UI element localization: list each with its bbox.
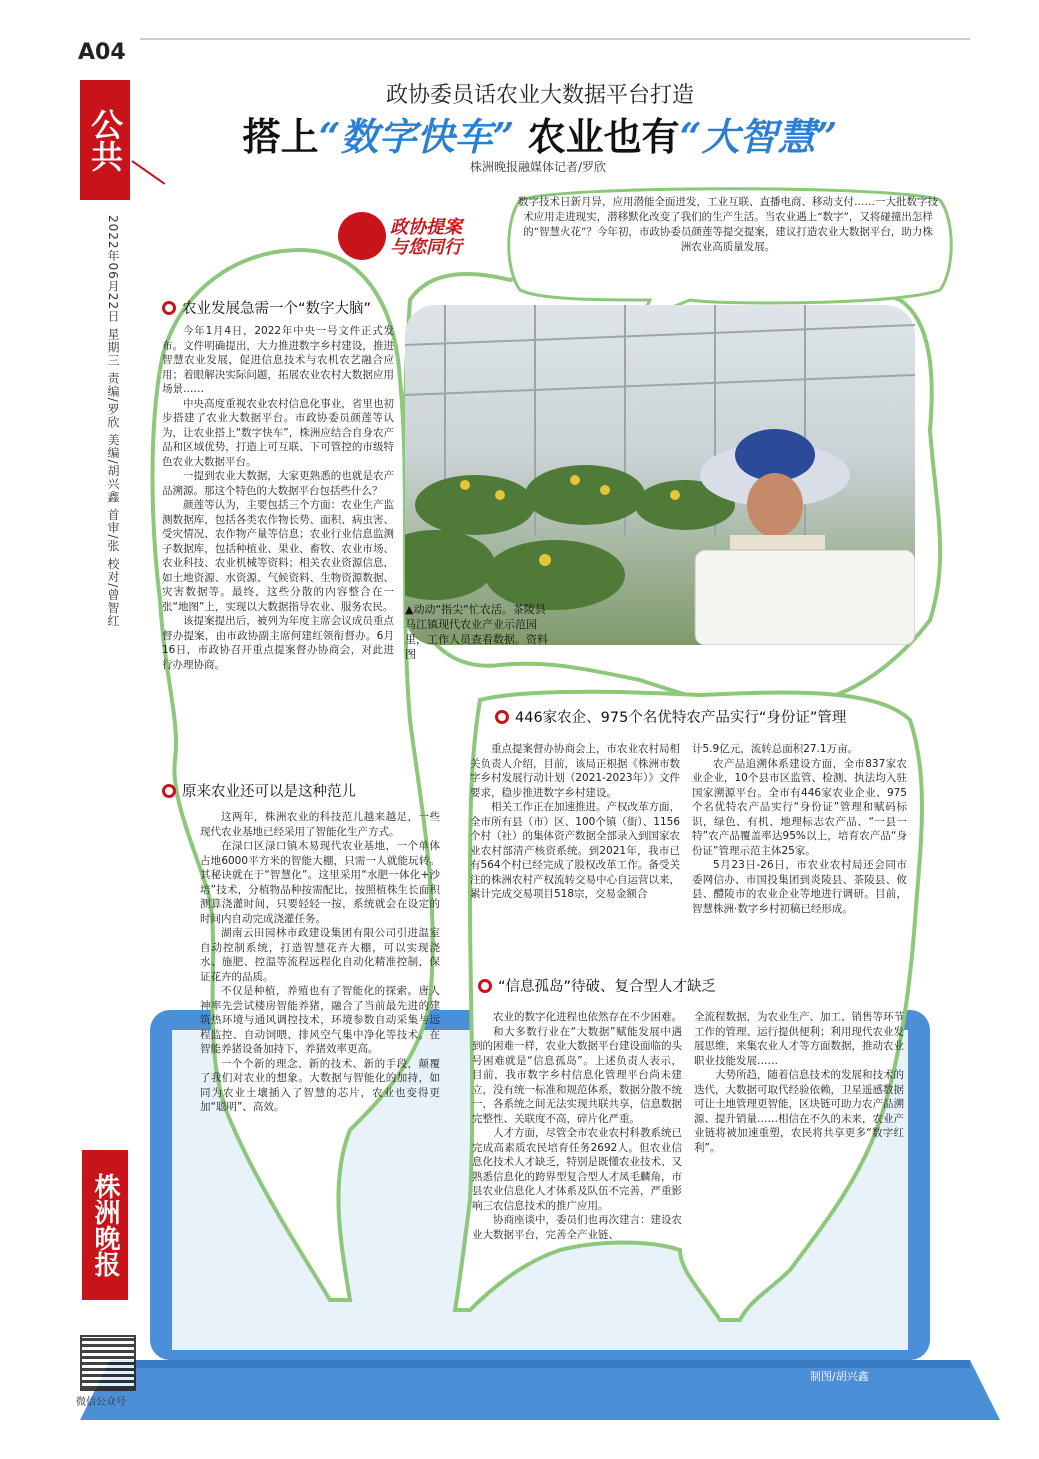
section-1-title: 农业发展急需一个“数字大脑” xyxy=(182,301,372,317)
paragraph: 一个个新的理念、新的技术、新的手段，颠覆了我们对农业的想象。大数据与智能化的加持，如同为农业土壤插入了智慧的芯片，农业也变得更加“聪明”、高效。 xyxy=(200,1057,440,1113)
qr-label: 微信公众号 xyxy=(76,1397,126,1408)
section-3-heading xyxy=(495,706,915,727)
section-3-body-left xyxy=(470,742,680,902)
section-4 xyxy=(478,975,898,996)
section-2-title: 原来农业还可以是这种范儿 xyxy=(182,784,356,800)
section-label: 公共 xyxy=(80,80,130,200)
section-3 xyxy=(495,706,915,727)
paragraph: 农产品追溯体系建设方面，全市837家农业企业，10个县市区监管、检测、执法均入驻国家溯源平台。全市有446家农业企业、975个名优特农产品实行“身份证”管理和赋码标识，绿色、有机、地理标志农产品、“一县一特”农产品覆盖率达95%以上，培育农产品“身份证”管理示范主体25家。 xyxy=(692,757,907,857)
paragraph: 在渌口区渌口镇木易现代农业基地，一个单体占地6000平方米的智能大棚，只需一人就能玩转。其秘诀就在于“智慧化”。这里采用“水肥一体化+沙培”技术，分植物品种按需配比，按照植株生长面积测算浇灌时间，只要轻轻一按，系统就会在设定的时间内自动完成浇灌任务。 xyxy=(200,840,440,925)
section-1-heading xyxy=(162,297,402,318)
paragraph: 协商座谈中，委员们也再次建言：建设农业大数据平台，完善全产业链、 xyxy=(472,1214,682,1241)
paragraph: 该提案提出后，被列为年度主席会议成员重点督办提案，由市政协副主席何建红领衔督办。6月16日，市政协召开重点提案督办协商会，对此进行办理协商。 xyxy=(162,615,394,671)
headline-part1: 搭上 xyxy=(242,114,319,159)
headline-part2: 农业也有 xyxy=(514,114,680,159)
bullet-icon xyxy=(495,710,509,724)
greenhouse-photo xyxy=(405,305,915,645)
paragraph: 不仅是种植，养殖也有了智能化的探索。唐人神率先尝试楼房智能养猪，融合了当前最先进的建筑热环境与通风调控技术，环境参数自动采集与远程监控、自动饲喂、排风空气集中净化等技术。在智能养猪设备加持下，养猪效率更高。 xyxy=(200,985,440,1055)
paper-logo: 株洲晚报 xyxy=(82,1150,128,1300)
paragraph: 全流程数据，为农业生产、加工、销售等环节工作的管理、运行提供便利；利用现代农业发展思维，来集农业人才等方面数据，推动农业职业技能发展…… xyxy=(694,1011,904,1067)
paragraph: 这两年，株洲农业的科技范儿越来越足，一些现代农业基地已经采用了智能化生产方式。 xyxy=(200,811,440,838)
photo-caption: ▲动动“指尖”忙农活。茶陵县马江镇现代农业产业示范园里，工作人员查看数据。资料图 xyxy=(405,603,548,661)
graphic-credit: 制图/胡兴鑫 xyxy=(810,1370,869,1383)
section-4-body-right xyxy=(694,1010,904,1155)
dateline: 2022年06月22日 星期三 责编/罗欣 美编/胡兴鑫 首审/张 校对/曾智红 xyxy=(106,215,120,628)
section-3-title: 446家农企、975个名优特农产品实行“身份证”管理 xyxy=(515,710,847,726)
section-2-heading xyxy=(162,780,422,801)
section-1-body xyxy=(162,324,394,672)
paragraph: 大势所趋，随着信息技术的发展和技术的迭代，大数据可取代经验依赖，卫星遥感数据可让土地管理更智能，区块链可助力农产品溯源、提升销量……相信在不久的未来，农业产业链将被加速重塑，农民将共享更多“数字红利”。 xyxy=(694,1069,904,1154)
paragraph: 人才方面，尽管全市农业农村科教系统已完成高素质农民培育任务2692人。但农业信息化技术人才缺乏，特别是既懂农业技术、又熟悉信息化的跨界型复合型人才凤毛麟角，市县农业信息化人才体系及队伍不完善，严重影响三农信息技术的推广应用。 xyxy=(472,1127,682,1212)
badge-text-1: 政协提案 xyxy=(390,217,462,238)
section-4-heading xyxy=(478,975,898,996)
headline xyxy=(200,106,880,161)
bullet-icon xyxy=(478,979,492,993)
headline-quote1: “数字快车” xyxy=(318,114,515,159)
headline-quote2: “大智慧” xyxy=(679,114,838,159)
column-badge xyxy=(338,212,490,262)
paragraph: 计5.9亿元，流转总面积27.1万亩。 xyxy=(692,743,859,755)
section-1 xyxy=(162,297,402,318)
paragraph: 颜莲等认为，主要包括三个方面：农业生产监测数据库，包括各类农作物长势、面积、病虫害、受灾情况、农作物产量等信息；农业行业信息监测子数据库，包括种植业、果业、畜牧、农业市场、农业科技、农业机械等资料；相关农业资源信息，如土地资源、水资源、气候资料、生物资源数据、灾害数据等。最终，这些分散的内容整合在一张“地图”上，实现以大数据指导农业、服务农民。 xyxy=(162,499,394,613)
section-4-body-left xyxy=(472,1010,682,1242)
paragraph: 重点提案督办协商会上，市农业农村局相关负责人介绍，目前，该局正根据《株洲市数字乡村发展行动计划（2021-2023年）》文件要求，稳步推进数字乡村建设。 xyxy=(470,743,680,799)
bullet-icon xyxy=(162,301,176,315)
paragraph: 相关工作正在加速推进。产权改革方面，全市所有县（市）区、100个镇（街）、1156个村（社）的集体资产数据全部录入到国家农业农村部清产核资系统。到2021年，我市已有564个村已经完成了股权改革工作。备受关注的株洲农村产权流转交易中心自运营以来，累计完成交易项目518宗，交易金额合 xyxy=(470,801,680,900)
top-rule xyxy=(140,38,970,40)
paragraph: 中央高度重视农业农村信息化事业，省里也初步搭建了农业大数据平台。市政协委员颜莲等认为，让农业搭上“数字快车”，株洲应结合自身农产品和区域优势，打造上可互联、下可管控的市级特色农业大数据平台。 xyxy=(162,397,394,468)
paragraph: 一提到农业大数据，大家更熟悉的也就是农产品溯源。那这个特色的大数据平台包括些什么？ xyxy=(162,470,394,497)
paragraph: 5月23日-26日，市农业农村局还会同市委网信办、市国投集团到炎陵县、茶陵县、攸县、醴陵市的农业企业等地进行调研。目前，智慧株洲·数字乡村初稿已经形成。 xyxy=(692,859,907,915)
qr-code xyxy=(80,1335,136,1391)
paragraph: 今年1月4日，2022年中央一号文件正式发布。文件明确提出，大力推进数字乡村建设，推进智慧农业发展，促进信息技术与农机农艺融合应用；着眼解决实际问题，拓展农业农村大数据应用场景…… xyxy=(162,325,394,395)
section-4-title: “信息孤岛”待破、复合型人才缺乏 xyxy=(498,979,717,995)
paragraph: 农业的数字化进程也依然存在不少困难。 xyxy=(493,1011,682,1023)
intro-text: 数字技术日新月异，应用潜能全面迸发，工业互联、直播电商、移动支付……一大批数字技术应用走进现实，潜移默化改变了我们的生产生活。当农业遇上“数字”，又将碰撞出怎样的“智慧火花”？今年初，市政协委员颜莲等提交提案，建议打造农业大数据平台，助力株洲农业高质量发展。 xyxy=(518,196,938,253)
paragraph: 湖南云田园林市政建设集团有限公司引进温室自动控制系统，打造智慧花卉大棚，可以实现浇水、施肥、控温等流程远程化自动化精准控制，保证花卉的品质。 xyxy=(200,927,440,983)
byline: 株洲晚报融媒体记者/罗欣 xyxy=(470,160,607,174)
badge-text-2: 与您同行 xyxy=(390,237,462,258)
bullet-icon xyxy=(162,784,176,798)
section-2 xyxy=(162,780,422,801)
section-3-body-right xyxy=(692,742,907,916)
section-2-body xyxy=(200,810,440,1115)
paragraph: 和大多数行业在“大数据”赋能发展中遇到的困难一样，农业大数据平台建设面临的头号困难就是“信息孤岛”。上述负责人表示，目前，我市数字乡村信息化管理平台尚未建立，没有统一标准和规范体系，数据分散不统一，各系统之间无法实现共联共享，信息数据完整性、关联度不高，碎片化严重。 xyxy=(472,1025,682,1125)
badge-emblem-icon xyxy=(338,212,386,260)
page-number: A04 xyxy=(78,40,126,65)
headline-kicker: 政协委员话农业大数据平台打造 xyxy=(385,83,694,108)
